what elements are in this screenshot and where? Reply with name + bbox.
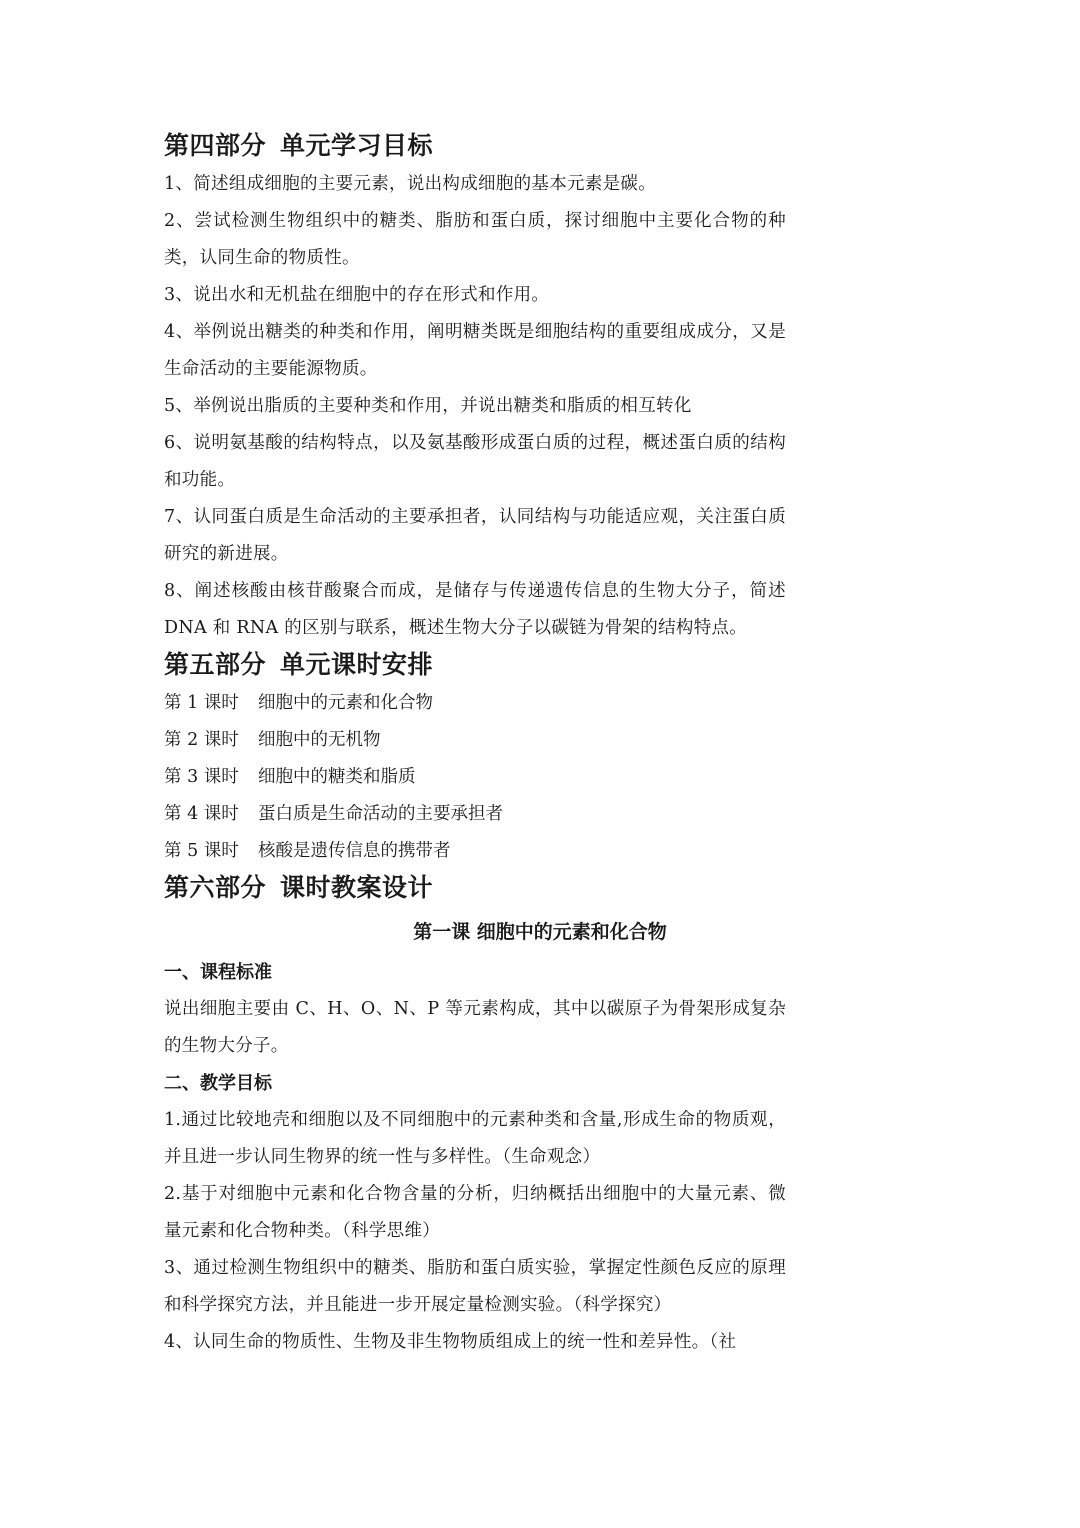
lesson-name: 蛋白质是生命活动的主要承担者 bbox=[258, 804, 503, 824]
section-heading-curriculum: 一、课程标准 bbox=[164, 962, 272, 983]
objective-item: 8、阐述核酸由核苷酸聚合而成，是储存与传递遗传信息的生物大分子，简述 DNA 和 RNA 的区别与联系，概述生物大分子以碳链为骨架的结构特点。 bbox=[164, 581, 786, 638]
objective-item: 6、说明氨基酸的结构特点，以及氨基酸形成蛋白质的过程，概述蛋白质的结构和功能。 bbox=[164, 433, 786, 490]
objective-item: 7、认同蛋白质是生命活动的主要承担者，认同结构与功能适应观，关注蛋白质研究的新进展。 bbox=[164, 507, 786, 564]
teaching-objective-item: 4、认同生命的物质性、生物及非生物物质组成上的统一性和差异性。（社 bbox=[164, 1332, 737, 1352]
document-page bbox=[164, 128, 786, 1361]
objective-item: 5、举例说出脂质的主要种类和作用，并说出糖类和脂质的相互转化 bbox=[164, 396, 692, 416]
lesson-name: 细胞中的糖类和脂质 bbox=[258, 767, 416, 787]
lesson-schedule-item bbox=[164, 759, 786, 796]
teaching-objective-item: 1.通过比较地壳和细胞以及不同细胞中的元素种类和含量,形成生命的物质观，并且进一步认同生物界的统一性与多样性。（生命观念） bbox=[164, 1110, 786, 1167]
part5-heading-text: 单元课时安排 bbox=[280, 650, 434, 679]
teaching-objective-item: 2.基于对细胞中元素和化合物含量的分析，归纳概括出细胞中的大量元素、微量元素和化合物种类。（科学思维） bbox=[164, 1184, 786, 1241]
lesson-schedule-item bbox=[164, 685, 786, 722]
part5-heading bbox=[164, 647, 786, 683]
part6-heading bbox=[164, 870, 786, 906]
part4-heading-text: 单元学习目标 bbox=[280, 131, 434, 160]
objective-item: 1、简述组成细胞的主要元素，说出构成细胞的基本元素是碳。 bbox=[164, 174, 657, 194]
lesson-schedule-item bbox=[164, 796, 786, 833]
lesson-number: 第 5 课时 bbox=[164, 841, 239, 861]
lesson-number: 第 1 课时 bbox=[164, 693, 239, 713]
lesson-number: 第 2 课时 bbox=[164, 730, 239, 750]
lesson-name: 细胞中的无机物 bbox=[258, 730, 381, 750]
objective-item: 4、举例说出糖类的种类和作用，阐明糖类既是细胞结构的重要组成成分，又是生命活动的主要能源物质。 bbox=[164, 322, 786, 379]
curriculum-text: 说出细胞主要由 C、H、O、N、P 等元素构成，其中以碳原子为骨架形成复杂的生物大分子。 bbox=[164, 999, 786, 1056]
objective-item: 3、说出水和无机盐在细胞中的存在形式和作用。 bbox=[164, 285, 550, 305]
lesson-number: 第 3 课时 bbox=[164, 767, 239, 787]
part6-heading-number: 第六部分 bbox=[164, 873, 267, 902]
lesson-name: 细胞中的元素和化合物 bbox=[258, 693, 433, 713]
section-heading-objectives: 二、教学目标 bbox=[164, 1073, 272, 1094]
part5-heading-number: 第五部分 bbox=[164, 650, 267, 679]
lesson-schedule-item bbox=[164, 722, 786, 759]
lesson-number: 第 4 课时 bbox=[164, 804, 239, 824]
lesson-name: 核酸是遗传信息的携带者 bbox=[258, 841, 451, 861]
part4-heading bbox=[164, 128, 786, 164]
objective-item: 2、尝试检测生物组织中的糖类、脂肪和蛋白质，探讨细胞中主要化合物的种类，认同生命的物质性。 bbox=[164, 211, 786, 268]
part4-heading-number: 第四部分 bbox=[164, 131, 267, 160]
part6-heading-text: 课时教案设计 bbox=[280, 873, 434, 902]
teaching-objective-item: 3、通过检测生物组织中的糖类、脂肪和蛋白质实验，掌握定性颜色反应的原理和科学探究方法，并且能进一步开展定量检测实验。（科学探究） bbox=[164, 1258, 786, 1315]
lesson-title: 第一课 细胞中的元素和化合物 bbox=[413, 921, 667, 943]
lesson-schedule-item bbox=[164, 833, 786, 870]
